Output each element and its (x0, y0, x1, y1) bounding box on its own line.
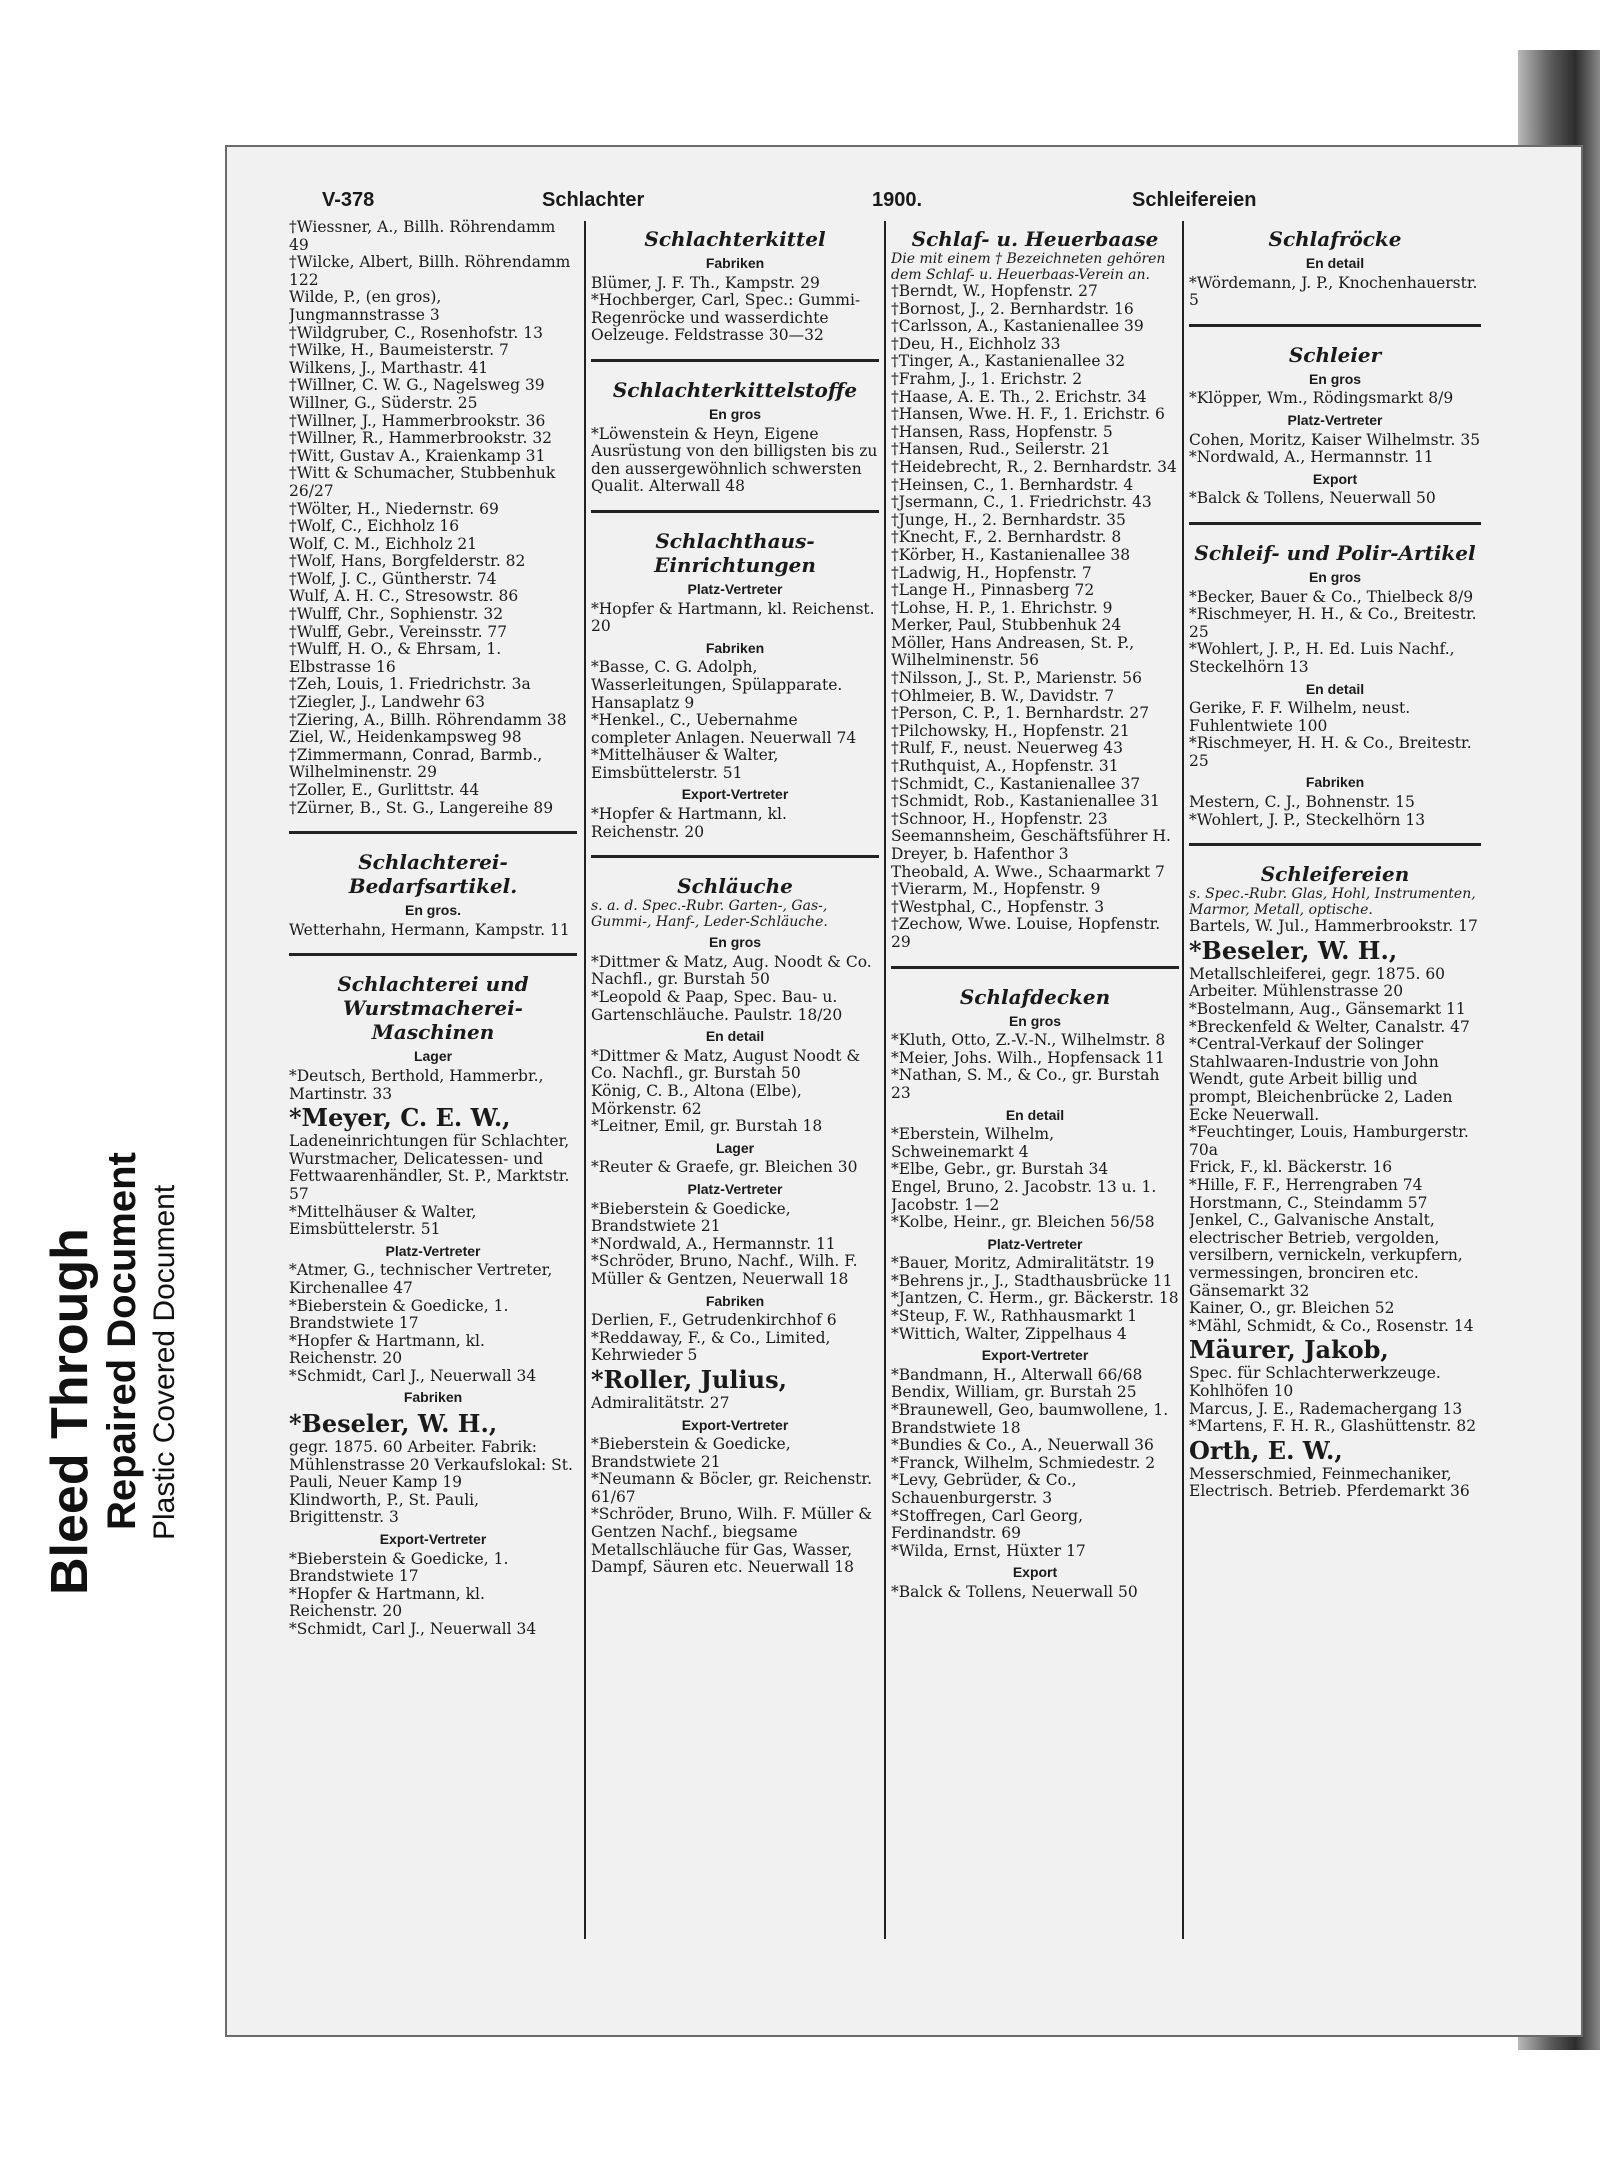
subheading: En gros (1308, 568, 1362, 585)
directory-entry: †Wilcke, Albert, Billh. Röhrendamm 122 (289, 253, 571, 289)
subheading: Export-Vertreter (981, 1347, 1089, 1364)
subheading: Fabriken (1305, 774, 1365, 791)
directory-entry: *Braunewell, Geo, baumwollene, 1. Brandstwiete 18 (891, 1401, 1169, 1437)
directory-entry: †Zoller, E., Gurlittstr. 44 (289, 781, 480, 799)
directory-entry: †Zechow, Wwe. Louise, Hopfenstr. 29 (891, 915, 1161, 951)
directory-entry: Klindworth, P., St. Pauli, Brigittenstr. 3 (289, 1490, 480, 1527)
directory-entry: Mestern, C. J., Bohnenstr. 15 (1189, 793, 1415, 812)
directory-entry: †Junge, H., 2. Bernhardstr. 35 (891, 510, 1126, 529)
directory-entry: Ziel, W., Heidenkampsweg 98 (289, 728, 522, 747)
directory-entry: *Bandmann, H., Alterwall 66/68 (891, 1365, 1143, 1384)
directory-entry: Admiralitätstr. 27 (591, 1393, 730, 1412)
subheading: En gros. (404, 902, 461, 919)
directory-entry: Wulf, A. H. C., Stresowstr. 86 (289, 587, 519, 606)
directory-entry: *Wohlert, J. P., Steckelhörn 13 (1189, 810, 1426, 829)
directory-entry: *Becker, Bauer & Co., Thielbeck 8/9 (1189, 587, 1474, 606)
directory-entry: †Hansen, Wwe. H. F., 1. Erichstr. 6 (891, 405, 1165, 424)
directory-entry: Kainer, O., gr. Bleichen 52 (1189, 1299, 1395, 1318)
directory-entry: *Schmidt, Carl J., Neuerwall 34 (289, 1366, 537, 1385)
directory-entry: Wolf, C. M., Eichholz 21 (289, 534, 478, 553)
subheading: En detail (1005, 1106, 1065, 1123)
directory-entry: †Wolf, J. C., Güntherstr. 74 (289, 569, 497, 588)
directory-entry: †Körber, H., Kastanienallee 38 (891, 545, 1131, 564)
featured-entry: *Meyer, C. E. W., (289, 1103, 511, 1133)
directory-entry: Wilde, P., (en gros), Jungmannstrasse 3 (289, 288, 442, 324)
directory-entry: Messerschmied, Feinmechaniker, Electrisch. Betrieb. Pferdemarkt 36 (1189, 1464, 1470, 1501)
subheading: Export (1012, 1564, 1058, 1581)
section-note: Die mit einem † Bezeichneten gehören dem Schlaf- u. Heuerbaas-Verein an. (891, 251, 1166, 283)
section-heading: Schlachterkittelstoffe (612, 377, 858, 402)
directory-entry: *Bieberstein & Goedicke, Brandstwiete 21 (591, 1435, 791, 1471)
directory-entry: †Westphal, C., Hopfenstr. 3 (891, 897, 1105, 916)
directory-entry: *Breckenfeld & Welter, Canalstr. 47 (1189, 1017, 1470, 1036)
directory-entry: Willner, G., Süderstr. 25 (289, 393, 478, 412)
featured-entry: *Beseler, W. H., (289, 1409, 498, 1439)
directory-entry: *Basse, C. G. Adolph, Wasserleitungen, Spülapparate. Hansaplatz 9 (591, 658, 843, 712)
subheading: Lager (715, 1139, 755, 1156)
subheading: En detail (1305, 680, 1365, 697)
section-heading: Schlachterkittel (644, 227, 826, 251)
directory-entry: *Bostelmann, Aug., Gänsemarkt 11 (1189, 1000, 1466, 1019)
directory-entry: *Steup, F. W., Rathhausmarkt 1 (891, 1307, 1138, 1326)
directory-entry: Cohen, Moritz, Kaiser Wilhelmstr. 35 (1189, 430, 1481, 449)
directory-entry: Merker, Paul, Stubbenhuk 24 (891, 616, 1122, 635)
section-heading: Schlafröcke (1268, 227, 1402, 251)
header-right-keyword: Schleifereien (1132, 189, 1257, 211)
directory-entry: *Löwenstein & Heyn, Eigene Ausrüstung von den billigsten bis zu den aussergewöhnlich schwersten Qualit. Alterwall 48 (591, 424, 878, 496)
directory-entry: *Deutsch, Berthold, Hammerbr., Martinstr. 33 (289, 1066, 544, 1103)
directory-entry: *Dittmer & Matz, Aug. Noodt & Co. Nachfl., gr. Burstah 50 (591, 952, 872, 989)
subheading: En gros (1308, 370, 1362, 387)
header-left-keyword: Schlachter (542, 189, 645, 211)
directory-entry: †Wölter, H., Niedernstr. 69 (289, 499, 499, 518)
directory-entry: Engel, Bruno, 2. Jacobstr. 13 u. 1. Jacobstr. 1—2 (891, 1177, 1157, 1214)
directory-entry: *Martens, F. H. R., Glashüttenstr. 82 (1189, 1417, 1477, 1436)
directory-entry: †Lange H., Pinnasberg 72 (891, 581, 1095, 600)
directory-entry: Bendix, William, gr. Burstah 25 (891, 1383, 1137, 1402)
directory-entry: †Ruthquist, A., Hopfenstr. 31 (891, 757, 1119, 776)
directory-entry: *Hopfer & Hartmann, kl. Reichenstr. 20 (289, 1331, 485, 1368)
directory-entry: †Wulff, Gebr., Vereinsstr. 77 (289, 622, 508, 641)
directory-entry: *Rischmeyer, H. H., & Co., Breitestr. 25 (1189, 605, 1477, 641)
subheading: En detail (705, 1028, 765, 1045)
directory-entry: Gerike, F. F. Wilhelm, neust. Fuhlentwiete 100 (1189, 699, 1411, 735)
directory-entry: †Wolf, Hans, Borgfelderstr. 82 (289, 552, 526, 571)
directory-entry: †Jsermann, C., 1. Friedrichstr. 43 (891, 493, 1152, 512)
subheading: Platz-Vertreter (687, 580, 783, 597)
directory-entry: †Willner, R., Hammerbrookstr. 32 (289, 429, 553, 448)
directory-entry: Theobald, A. Wwe., Schaarmarkt 7 (891, 862, 1165, 881)
directory-entry: *Leitner, Emil, gr. Burstah 18 (591, 1117, 823, 1136)
bleed-through-label: Bleed Through (41, 1228, 99, 1595)
directory-entry: *Meier, Johs. Wilh., Hopfensack 11 (891, 1048, 1165, 1067)
column-3 (891, 219, 1179, 1999)
directory-entry: †Nilsson, J., St. P., Marienstr. 56 (891, 669, 1142, 688)
directory-entry: *Henkel., C., Uebernahme completer Anlagen. Neuerwall 74 (591, 711, 857, 747)
directory-entry: *Neumann & Böcler, gr. Reichenstr. 61/67 (591, 1470, 873, 1506)
side-labels (0, 500, 200, 1600)
section-rule (891, 966, 1179, 969)
directory-entry: *Mittelhäuser & Walter, Eimsbüttelerstr. 51 (591, 746, 779, 782)
subheading: En gros (1008, 1012, 1062, 1029)
column-divider (1182, 221, 1184, 1939)
column-divider (584, 221, 586, 1939)
featured-entry: *Roller, Julius, (591, 1364, 787, 1394)
directory-entry: †Person, C. P., 1. Bernhardstr. 27 (891, 704, 1150, 723)
directory-entry: †Rulf, F., neust. Neuerweg 43 (891, 739, 1124, 758)
directory-entry: *Wördemann, J. P., Knochenhauerstr. 5 (1189, 273, 1478, 310)
directory-entry: *Schröder, Bruno, Nachf., Wilh. F. Müller & Gentzen, Neuerwall 18 (591, 1252, 858, 1288)
section-rule (591, 510, 879, 513)
directory-entry: *Rischmeyer, H. H. & Co., Breitestr. 25 (1189, 734, 1472, 770)
featured-entry: Orth, E. W., (1189, 1435, 1343, 1465)
directory-entry: †Heinsen, C., 1. Bernhardstr. 4 (891, 475, 1134, 494)
directory-entry: *Bundies & Co., A., Neuerwall 36 (891, 1436, 1154, 1455)
directory-entry: †Zeh, Louis, 1. Friedrichstr. 3a (289, 675, 531, 694)
directory-entry: *Atmer, G., technischer Vertreter, Kirchenallee 47 (289, 1261, 553, 1297)
section-heading: Schlachterei und Wurstmacherei-Maschinen (337, 972, 529, 1045)
subheading: Lager (413, 1048, 453, 1065)
header-year: 1900. (872, 189, 923, 211)
directory-entry: *Stoffregen, Carl Georg, Ferdinandstr. 69 (891, 1506, 1083, 1543)
section-rule (591, 359, 879, 362)
directory-entry: *Klöpper, Wm., Rödingsmarkt 8/9 (1189, 389, 1454, 408)
subheading: Export-Vertreter (681, 1416, 789, 1433)
directory-entry: †Zimmermann, Conrad, Barmb., Wilhelminenstr. 29 (289, 745, 543, 782)
directory-entry: †Carlsson, A., Kastanienallee 39 (891, 317, 1144, 336)
page-header (227, 189, 1581, 219)
directory-entry: *Central-Verkauf der Solinger Stahlwaaren-Industrie von John Wendt, gute Arbeit billig und prompt, Bleichenbrücke 2, Laden Ecke Neuerwall. (1189, 1035, 1453, 1124)
directory-entry: *Mähl, Schmidt, & Co., Rosenstr. 14 (1189, 1316, 1474, 1335)
directory-entry: Spec. für Schlachterwerkzeuge. Kohlhöfen 10 (1189, 1364, 1441, 1400)
column-2 (591, 219, 879, 1999)
directory-entry: *Hopfer & Hartmann, kl. Reichenst. 20 (591, 599, 875, 636)
directory-entry: †Schnoor, H., Hopfenstr. 23 (891, 809, 1108, 828)
directory-entry: *Mittelhäuser & Walter, Eimsbüttelerstr. 51 (289, 1202, 477, 1239)
directory-entry: *Dittmer & Matz, August Noodt & Co. Nachfl., gr. Burstah 50 (591, 1046, 861, 1083)
directory-entry: †Berndt, W., Hopfenstr. 27 (891, 282, 1098, 300)
directory-entry: Blümer, J. F. Th., Kampstr. 29 (591, 273, 820, 292)
directory-entry: †Witt & Schumacher, Stubbenhuk 26/27 (289, 464, 556, 500)
directory-entry: †Ziegler, J., Landwehr 63 (289, 693, 485, 712)
subheading: Platz-Vertreter (687, 1180, 783, 1197)
column-4 (1189, 219, 1481, 1999)
directory-entry: †Deu, H., Eichholz 33 (891, 334, 1061, 353)
directory-entry: *Balck & Tollens, Neuerwall 50 (891, 1582, 1138, 1601)
directory-entry: König, C. B., Altona (Elbe), Mörkenstr. 62 (591, 1082, 802, 1118)
section-rule (1189, 522, 1481, 525)
subheading: Fabriken (705, 639, 765, 656)
directory-entry: Jenkel, C., Galvanische Anstalt, electrischer Betrieb, vergolden, versilbern, vernickeln, verkupfern, vermessingen, bronciren etc. Gänsemarkt 32 (1189, 1211, 1463, 1300)
subheading: Platz-Vertreter (1287, 411, 1383, 428)
directory-entry: Möller, Hans Andreasen, St. P., Wilhelminenstr. 56 (891, 633, 1135, 670)
directory-entry: *Feuchtinger, Louis, Hamburgerstr. 70a (1189, 1123, 1469, 1159)
directory-entry: †Wilke, H., Baumeisterstr. 7 (289, 341, 509, 360)
directory-entry: Wetterhahn, Hermann, Kampstr. 11 (289, 920, 570, 939)
section-heading: Schlachterei-Bedarfsartikel. (348, 850, 518, 899)
directory-entry: Bartels, W. Jul., Hammerbrookstr. 17 (1189, 917, 1478, 936)
directory-entry: *Bieberstein & Goedicke, 1. Brandstwiete 17 (289, 1296, 509, 1333)
directory-entry: *Hille, F. F., Herrengraben 74 (1189, 1175, 1423, 1194)
column-divider (884, 221, 886, 1939)
directory-entry: †Zürner, B., St. G., Langereihe 89 (289, 798, 554, 817)
directory-entry: *Behrens jr., J., Stadthausbrücke 11 (891, 1271, 1173, 1290)
directory-entry: Marcus, J. E., Rademachergang 13 (1189, 1399, 1463, 1418)
directory-entry: *Jantzen, C. Herm., gr. Bäckerstr. 18 (891, 1289, 1179, 1308)
directory-entry: †Wulff, Chr., Sophienstr. 32 (289, 605, 504, 624)
directory-entry: *Nordwald, A., Hermannstr. 11 (1189, 448, 1434, 467)
subheading: Fabriken (705, 1292, 765, 1309)
directory-entry: *Schröder, Bruno, Wilh. F. Müller & Gentzen Nachf., biegsame Metallschläuche für Gas, Wasser, Dampf, Säuren etc. Neuerwall 18 (591, 1505, 873, 1577)
section-heading: Schleifereien (1260, 862, 1410, 887)
directory-entry: *Balck & Tollens, Neuerwall 50 (1189, 489, 1436, 508)
section-rule (289, 953, 577, 956)
directory-entry: †Ziering, A., Billh. Röhrendamm 38 (289, 710, 567, 729)
directory-entry: *Reuter & Graefe, gr. Bleichen 30 (591, 1158, 858, 1177)
repaired-document-label: Repaired Document (100, 1152, 144, 1530)
column-1 (289, 219, 577, 1999)
directory-entry: †Ohlmeier, B. W., Davidstr. 7 (891, 686, 1115, 705)
directory-entry: *Kolbe, Heinr., gr. Bleichen 56/58 (891, 1213, 1155, 1232)
directory-entry: *Hopfer & Hartmann, kl. Reichenstr. 20 (289, 1584, 485, 1621)
directory-entry: †Hansen, Rass, Hopfenstr. 5 (891, 422, 1113, 441)
directory-entry: *Kluth, Otto, Z.-V.-N., Wilhelmstr. 8 (891, 1031, 1166, 1050)
directory-entry: †Wildgruber, C., Rosenhofstr. 13 (289, 323, 543, 342)
directory-entry: †Bornost, J., 2. Bernhardstr. 16 (891, 299, 1134, 318)
section-heading: Schleif- und Polir-Artikel (1194, 540, 1476, 565)
directory-entry: Frick, F., kl. Bäckerstr. 16 (1189, 1158, 1393, 1177)
directory-entry: *Wohlert, J. P., H. Ed. Luis Nachf., Steckelhörn 13 (1189, 640, 1455, 676)
directory-entry: *Nathan, S. M., & Co., gr. Burstah 23 (891, 1066, 1160, 1102)
directory-entry: *Hochberger, Carl, Spec.: Gummi-Regenröcke und wasserdichte Oelzeuge. Feldstrasse 30—32 (591, 291, 861, 345)
plastic-covered-label: Plastic Covered Document (148, 1184, 181, 1540)
subheading: Platz-Vertreter (385, 1242, 481, 1259)
directory-entry: Metallschleiferei, gegr. 1875. 60 Arbeiter. Mühlenstrasse 20 (1189, 964, 1446, 1001)
directory-entry: *Bauer, Moritz, Admiralitätstr. 19 (891, 1254, 1155, 1273)
page-number: V-378 (322, 189, 375, 211)
section-heading: Schleier (1288, 342, 1382, 367)
directory-entry: Derlien, F., Getrudenkirchhof 6 (591, 1311, 837, 1330)
directory-entry: †Wulff, H. O., & Ehrsam, 1. Elbstrasse 16 (289, 640, 502, 676)
directory-entry: *Bieberstein & Goedicke, 1. Brandstwiete 17 (289, 1549, 509, 1586)
directory-entry: †Willner, J., Hammerbrookstr. 36 (289, 411, 546, 430)
directory-entry: †Willner, C. W. G., Nagelsweg 39 (289, 376, 545, 395)
section-rule (1189, 324, 1481, 327)
directory-entry: gegr. 1875. 60 Arbeiter. Fabrik: Mühlenstrasse 20 Verkaufslokal: St. Pauli, Neuer Kamp 19 (289, 1438, 573, 1492)
section-note: s. a. d. Spec.-Rubr. Garten-, Gas-, Gummi-, Hanf-, Leder-Schläuche. (591, 898, 828, 931)
section-heading: Schlaf- u. Heuerbaase (911, 227, 1159, 251)
section-rule (289, 831, 577, 834)
directory-entry: *Nordwald, A., Hermannstr. 11 (591, 1234, 836, 1253)
subheading: Fabriken (705, 255, 765, 271)
directory-entry: †Tinger, A., Kastanienallee 32 (891, 352, 1126, 371)
subheading: Export-Vertreter (681, 786, 789, 803)
directory-entry: †Frahm, J., 1. Erichstr. 2 (891, 369, 1083, 388)
subheading: En gros (708, 405, 762, 422)
subheading: Fabriken (403, 1389, 463, 1406)
directory-entry: †Haase, A. E. Th., 2. Erichstr. 34 (891, 387, 1147, 406)
section-rule (591, 855, 879, 858)
directory-entry: †Ladwig, H., Hopfenstr. 7 (891, 563, 1092, 582)
directory-entry: †Vierarm, M., Hopfenstr. 9 (891, 880, 1101, 899)
featured-entry: Mäurer, Jakob, (1189, 1335, 1389, 1365)
directory-entry: †Schmidt, Rob., Kastanienallee 31 (891, 792, 1160, 811)
directory-page (225, 145, 1583, 2037)
subheading: En gros (708, 934, 762, 951)
directory-entry: †Wiessner, A., Billh. Röhrendamm 49 (289, 219, 556, 254)
directory-entry: †Wolf, C., Eichholz 16 (289, 517, 460, 536)
directory-entry: †Witt, Gustav A., Kraienkamp 31 (289, 446, 546, 465)
directory-entry: Ladeneinrichtungen für Schlachter, Wurstmacher, Delicatessen- und Fettwaarenhändler, St. P., Marktstr. 57 (289, 1132, 570, 1203)
directory-entry: *Reddaway, F., & Co., Limited, Kehrwieder 5 (591, 1328, 831, 1365)
section-rule (1189, 843, 1481, 846)
directory-entry: *Eberstein, Wilhelm, Schweinemarkt 4 (891, 1125, 1055, 1161)
directory-entry: *Leopold & Paap, Spec. Bau- u. Gartenschläuche. Paulstr. 18/20 (591, 988, 843, 1024)
directory-entry: †Schmidt, C., Kastanienallee 37 (891, 774, 1141, 793)
directory-entry: *Franck, Wilhelm, Schmiedestr. 2 (891, 1453, 1156, 1472)
directory-entry: Horstmann, C., Steindamm 57 (1189, 1193, 1428, 1212)
directory-entry: *Hopfer & Hartmann, kl. Reichenstr. 20 (591, 805, 787, 841)
directory-entry: *Schmidt, Carl J., Neuerwall 34 (289, 1620, 537, 1638)
directory-entry: *Bieberstein & Goedicke, Brandstwiete 21 (591, 1199, 791, 1236)
subheading: En detail (1305, 255, 1365, 271)
directory-entry: †Heidebrecht, R., 2. Bernhardstr. 34 (891, 457, 1177, 476)
directory-entry: *Wittich, Walter, Zippelhaus 4 (891, 1324, 1127, 1343)
subheading: Export-Vertreter (379, 1531, 487, 1548)
directory-entry: †Hansen, Rud., Seilerstr. 21 (891, 440, 1111, 459)
directory-entry: *Elbe, Gebr., gr. Burstah 34 (891, 1160, 1109, 1179)
featured-entry: *Beseler, W. H., (1189, 935, 1398, 965)
subheading: Export (1312, 470, 1358, 487)
directory-entry: Seemannsheim, Geschäftsführer H. Dreyer, b. Hafenthor 3 (891, 827, 1171, 863)
section-heading: Schlachthaus-Einrichtungen (654, 528, 816, 577)
directory-entry: †Pilchowsky, H., Hopfenstr. 21 (891, 721, 1130, 740)
directory-entry: †Lohse, H. P., 1. Ehrichstr. 9 (891, 598, 1113, 617)
directory-entry: †Knecht, F., 2. Bernhardstr. 8 (891, 528, 1122, 547)
section-note: s. Spec.-Rubr. Glas, Hohl, Instrumenten, Marmor, Metall, optische. (1189, 886, 1476, 919)
directory-entry: *Wilda, Ernst, Hüxter 17 (891, 1541, 1086, 1560)
directory-entry: Wilkens, J., Marthastr. 41 (289, 358, 489, 377)
section-heading: Schläuche (677, 874, 793, 899)
section-heading: Schlafdecken (959, 984, 1111, 1009)
subheading: Platz-Vertreter (987, 1235, 1083, 1252)
directory-entry: *Levy, Gebrüder, & Co., Schauenburgerstr. 3 (891, 1471, 1077, 1507)
